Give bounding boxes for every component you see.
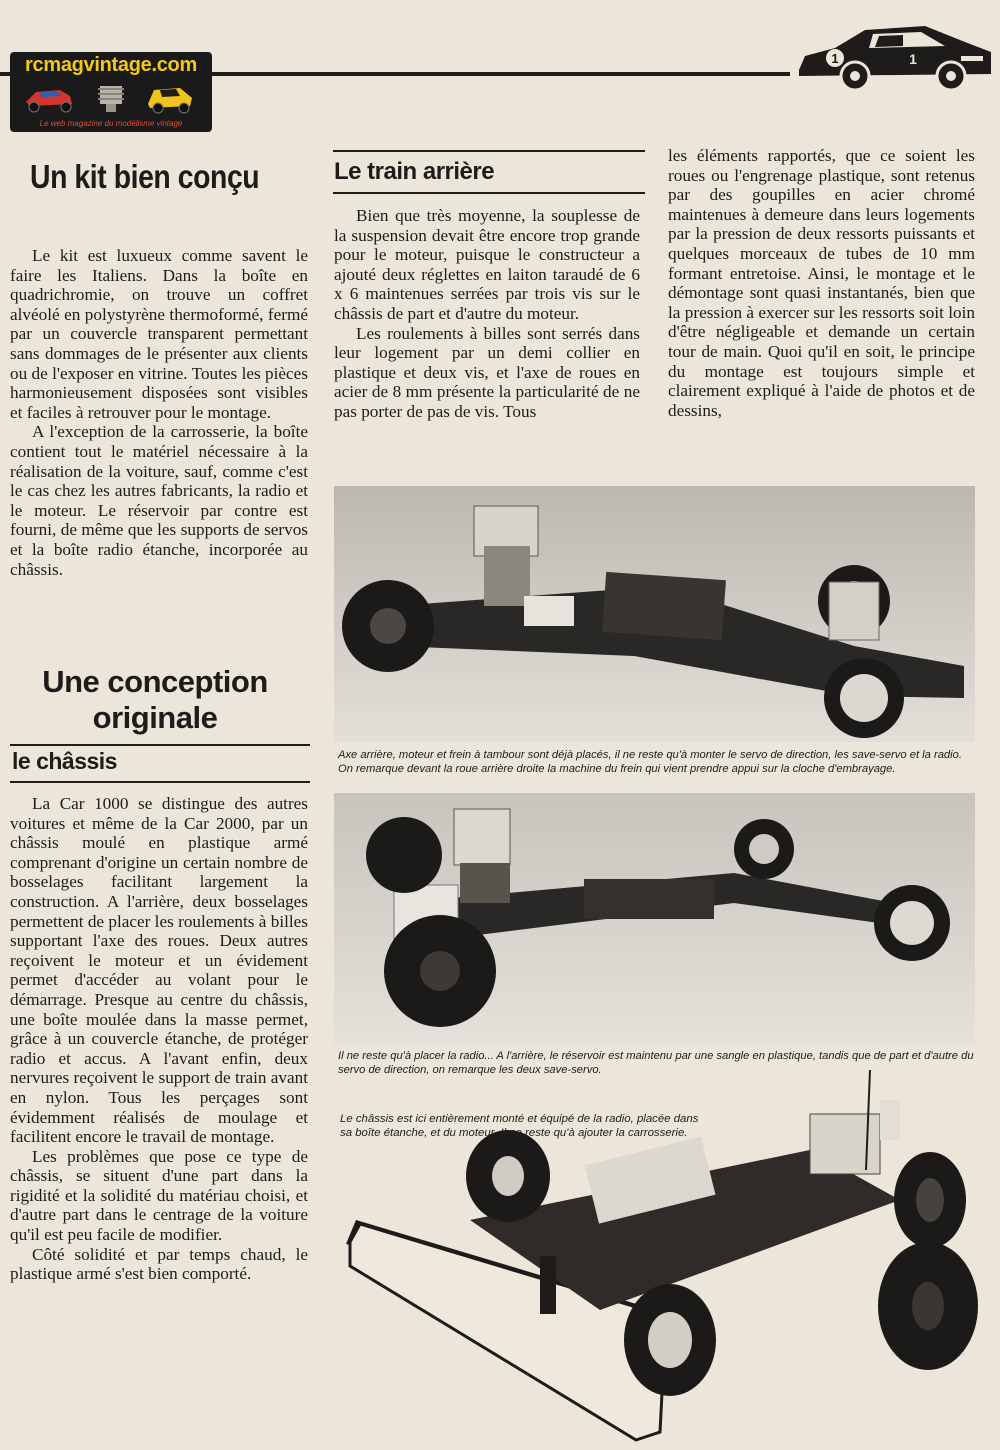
logo-kart-icon (148, 88, 192, 113)
heading-chassis: le châssis (12, 748, 117, 774)
logo-site-name: rcmagvintage.com (25, 54, 197, 76)
logo-models-icon (20, 80, 202, 114)
photo-chassis-rear (334, 486, 975, 742)
section-rule (333, 192, 645, 194)
article-col3 (668, 146, 975, 420)
section-rule (10, 744, 310, 746)
paragraph: les éléments rapportés, que ce soient les roues ou l'engrenage plastique, sont retenus par des goupilles en acier chromé maintenues à demeure dans leurs logements par la pression de deux ressorts puissants et quelques morceaux de tubes de 10 mm formant entretoise. Ainsi, le montage et le démontage sont quasi instantanés, bien que la pression à exercer sur les ressorts soit loin d'être négligeable et demande un certain tour de main. Quoi qu'il en soit, le principe du montage est toujours simple et clairement expliqué à l'aide de photos et de dessins, (668, 146, 975, 420)
section-rule (333, 150, 645, 152)
header-rule (212, 72, 790, 76)
paragraph: A l'exception de la carrosserie, la boîte contient tout le matériel nécessaire à la réalisation de la voiture, sauf, comme c'est le cas chez les autres fabricants, la radio et le moteur. Le réservoir par contre est fourni, de même que les supports de servos et la boîte radio étanche, incorporée au châssis. (10, 422, 308, 579)
heading-conception: Une conception originale (42, 664, 268, 735)
emblem-car-number: 1 (909, 51, 917, 67)
caption-photo2: Il ne reste qu'à placer la radio... A l'arrière, le réservoir est maintenu par une sangle en plastique, tandis que de part et d'autre du servo de direction, on remarque les deux save-servo. (338, 1050, 974, 1076)
paragraph: Bien que très moyenne, la souplesse de la suspension devait être encore trop grande pour le moteur, puisque le constructeur a ajouté deux réglettes en laiton taraudé de 6 x 6 maintenues serrées par trois vis sur le châssis de part et d'autre du moteur. (334, 206, 640, 323)
site-logo[interactable] (10, 52, 212, 132)
section-rule (10, 781, 310, 783)
paragraph: Côté solidité et par temps chaud, le plastique armé s'est bien comporté. (10, 1244, 308, 1284)
paragraph: Les problèmes que pose ce type de châssis, se situent d'une part dans la rigidité et la solidité du matériau choisi, et d'autre part dans le centrage de la voiture qu'il est peu facile de modifier. (10, 1146, 308, 1245)
caption-photo1: Axe arrière, moteur et frein à tambour sont déjà placés, il ne reste qu'à monter le servo de direction, les save-servo et la radio. On remarque devant la roue arrière droite la machine du frein qui vient prendre appui sur la cloche d'embrayage. (338, 749, 962, 775)
article-col2 (334, 206, 640, 422)
header-rule-left (0, 72, 10, 76)
article-col1-top (10, 246, 308, 579)
paragraph: Le kit est luxueux comme savent le faire les Italiens. Dans la boîte en quadrichromie, on trouve un coffret alvéolé en polystyrène thermoformé, fermé par un couvercle transparent permettant sans dommages de le présenter aux clients ou de l'exposer en vitrine. Toutes les pièces harmonieusement disposées sont visibles et faciles à retrouver pour le montage. (10, 246, 308, 422)
article-col1-bottom (10, 794, 308, 1284)
logo-buggy-icon (26, 90, 72, 112)
paragraph: La Car 1000 se distingue des autres voitures et même de la Car 2000, par un châssis moulé en plastique armé comprenant d'origine un certain nombre de bosselages facilitant largement la construction. A l'arrière, deux bosselages permettent de placer les roulements à billes supportant l'axe des roues. Deux autres reçoivent le moteur et un évidement permet d'accéder au volant pour le démarrage. Presque au centre du châssis, une boîte moulée dans la masse permet, grâce à un couvercle étanche, de protéger radio et accus. A l'avant enfin, deux nervures reçoivent le support de train avant en nylon. Tous les perçages sont évidemment réalisés de moulage et facilitent encore le travail de montage. (10, 794, 308, 1147)
photo-chassis-side (334, 793, 975, 1045)
paragraph: Les roulements à billes sont serrés dans leur logement par un demi collier en plastique et deux vis, et l'axe de roues en acier de 8 mm présente la particularité de ne pas porter de pas de vis. Tous (334, 323, 640, 421)
heading-train: Le train arrière (334, 158, 495, 185)
heading-kit: Un kit bien conçu (30, 158, 260, 195)
race-car-emblem-icon (795, 12, 995, 92)
logo-engine-icon (98, 86, 124, 112)
logo-tagline: Le web magazine du modélisme vintage (39, 119, 183, 128)
caption-photo3: Le châssis est ici entièrement monté et équipé de la radio, placée dans sa boîte étanche, et du moteur. Il ne reste qu'à ajouter la carrosserie. (340, 1113, 699, 1139)
emblem-number: 1 (831, 51, 839, 66)
